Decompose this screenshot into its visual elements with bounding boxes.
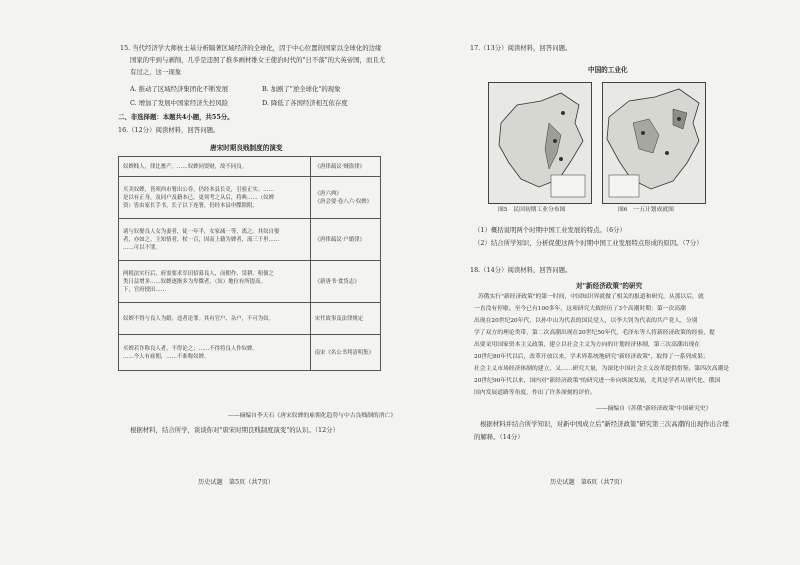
row-text: ……可以不罪。: [123, 244, 161, 251]
row-text: 下，官府授田……: [123, 286, 167, 293]
row-text: ……今人有雇佣，……不准称奴婢。: [123, 353, 210, 360]
q15-stem-line-3: 有过之，这一现象: [130, 68, 182, 76]
q16-source-table: [118, 156, 381, 371]
q18-paragraph-line: 出现在20世纪20年代，以孙中山为代表的国民党人，以李大钊为代表的共产党人，分别: [474, 318, 698, 324]
page-6: [400, 0, 800, 565]
row-text: 资）皆由家长手书，长子以下连署，仍经本县申牒除附。: [123, 202, 258, 209]
page-5-footer: 历史试题 第5页（共7页）: [198, 479, 274, 486]
map-first-five-year-plan: [602, 82, 706, 204]
row-source: 《唐会要·卷八六·奴婢》: [314, 198, 372, 205]
row-source: 《唐六典》: [314, 190, 342, 197]
q17-figure-title: 中国的工业化: [588, 66, 628, 74]
row-source: 《唐律疏议·户婚律》: [314, 236, 365, 243]
q18-citation: ——摘编自《苏俄"新经济政策"中国研究史》: [596, 406, 712, 412]
page-6-footer: 历史试题 第6页（共7页）: [550, 479, 626, 486]
q16-intro: 16.（12分）阅读材料，回答问题。: [118, 126, 220, 134]
table-row: [119, 219, 381, 261]
q15-stem-line-1: 15. 当代经济学大师杭士基分析隔著区域经济的全球化，因于中心位置的国家以全球化的边缘: [120, 44, 382, 52]
table-row: [119, 157, 381, 177]
row-source: 宋代故事及法律规定: [314, 315, 364, 322]
row-text: 诸与奴娶良人女为妻者，徒一年半，女家减一等，离之。其奴自娶: [123, 228, 280, 235]
row-text: 奴婢不得与良人为婚，违者论罪。其有官户、杂户，不可为奴。: [123, 315, 274, 322]
china-map-icon: [489, 83, 591, 203]
q15-stem-line-2: 国家的牢到与剥削，几乎是违照了推多画材维女王使治时代的"日不落"的大英帝国，而且尤: [130, 56, 386, 64]
q16-table-title: 唐宋时期良贱制度的演变: [210, 144, 283, 152]
q15-option-c: C. 增加了发展中国家经济失控风险: [130, 99, 229, 107]
q18-intro: 18.（14分）阅读材料，回答问题。: [470, 266, 572, 274]
q18-paragraph-line: 一直没有停歇。至今已有100多年，这项研究大致经历了3个高潮时期：第一次高潮: [474, 306, 686, 312]
q18-paragraph-line: 社会主义市场经济体制的建立，又……研究大量，为深化中国社会主义改革提供借鉴。第四次高潮是: [474, 366, 730, 372]
q18-paragraph-line: 出要采用国家资本主义政策，建立以社会主义为方向的计划经济体制，第三次高潮出现在: [474, 342, 701, 348]
q17-sub-2: （2）结合所学知识，分析促使这两个时期中国工业发展特点形成的原因。（7分）: [474, 239, 703, 247]
table-row: [119, 303, 381, 335]
table-row: [119, 335, 381, 371]
row-source: 《新唐书·食货志》: [314, 278, 360, 285]
map-early-republic-industry: [488, 82, 592, 204]
row-text: 买卖奴婢，皆须西市署出公券，仍经本县长吏，引验正实。……: [123, 186, 274, 193]
row-text: 者，亦如之。主知情者，杖一百，因而上籍为婢者，流三千里……: [123, 236, 280, 243]
q15-option-a: A. 推动了区域经济集团化不断发展: [130, 85, 229, 93]
q15-option-d: D. 降低了各国经济相互依存度: [262, 99, 348, 107]
q17-sub-1: （1）概括说明两个时期中国工业发展的特点。（6分）: [474, 226, 626, 234]
row-source: 《唐律疏议·贼盗律》: [314, 163, 365, 170]
row-source: 南宋《名公书判清明集》: [314, 349, 374, 356]
figure-6-caption: 图6 一五计划成就图: [618, 207, 674, 213]
section-2-heading: 二、非选择题：本题共4小题，共55分。: [118, 113, 234, 121]
q18-paragraph-line: 学了双方的理论类带，第二次高潮出现在20世纪50年代，毛泽东等人将新经济政策的经验，提: [474, 330, 715, 336]
q18-task-line-2: 的解释。（14分）: [474, 433, 524, 441]
row-text: 是以有正身，及同户及籍本已，更须考之从后，将典……（奴婢: [123, 194, 274, 201]
q18-paragraph-line: 20世纪90年代以来，国内对"新经济政策"的研究进一步向纵深发展，尤其是学者从现代化、俄国: [474, 378, 721, 384]
q18-task-line-1: 根据材料并结合所学知识，对新中国成立后"新经济政策"研究第三次高潮的出现作出合理: [480, 420, 729, 428]
q18-paragraph-line: 苏俄实行"新经济政策"的第一时间，中国知识界就做了相关的报道和研究，从那以后，就: [478, 294, 704, 300]
row-text: 两税法实行后，府需要求军田招募良人，而佣作、赁耕、租佃之: [123, 270, 274, 277]
table-row: [119, 261, 381, 303]
row-text: 奴婢贱人，律比畜产。……奴婢同资财，故不同良。: [123, 163, 247, 170]
q17-intro: 17.（13分）阅读材料，回答问题。: [470, 44, 572, 52]
row-text: 买婢若诈称良人者，不得论之；……不得将良人作奴婢。: [123, 345, 258, 352]
china-map-icon: [603, 83, 705, 203]
figure-5-caption: 图5 民国初期工业分布图: [498, 207, 566, 213]
q18-title: 对"新经济政策"的研究: [576, 282, 643, 290]
q15-option-b: B. 加剧了"逆全球化"的现象: [262, 85, 341, 93]
q18-paragraph-line: 国内发展道路等角度，作出了许多深刻的评价。: [474, 390, 596, 396]
table-row: [119, 177, 381, 219]
row-text: 类日益增多……奴婢逐渐多为卑微者，（奴）地位有所提高。: [123, 278, 266, 285]
q18-paragraph-line: 20世纪80年代以后，改革开放以来，学术界系统地研究"新经济政策"，取得了一系列成果；: [474, 354, 709, 360]
q16-citation: ——摘编自李天石《唐宋奴婢的雇佣化趋势与中古良贱制的消亡》: [228, 413, 397, 419]
q16-task: 根据材料，结合所学，谈谈你对"唐宋时期良贱制度演变"的认识。（12分）: [130, 426, 339, 434]
